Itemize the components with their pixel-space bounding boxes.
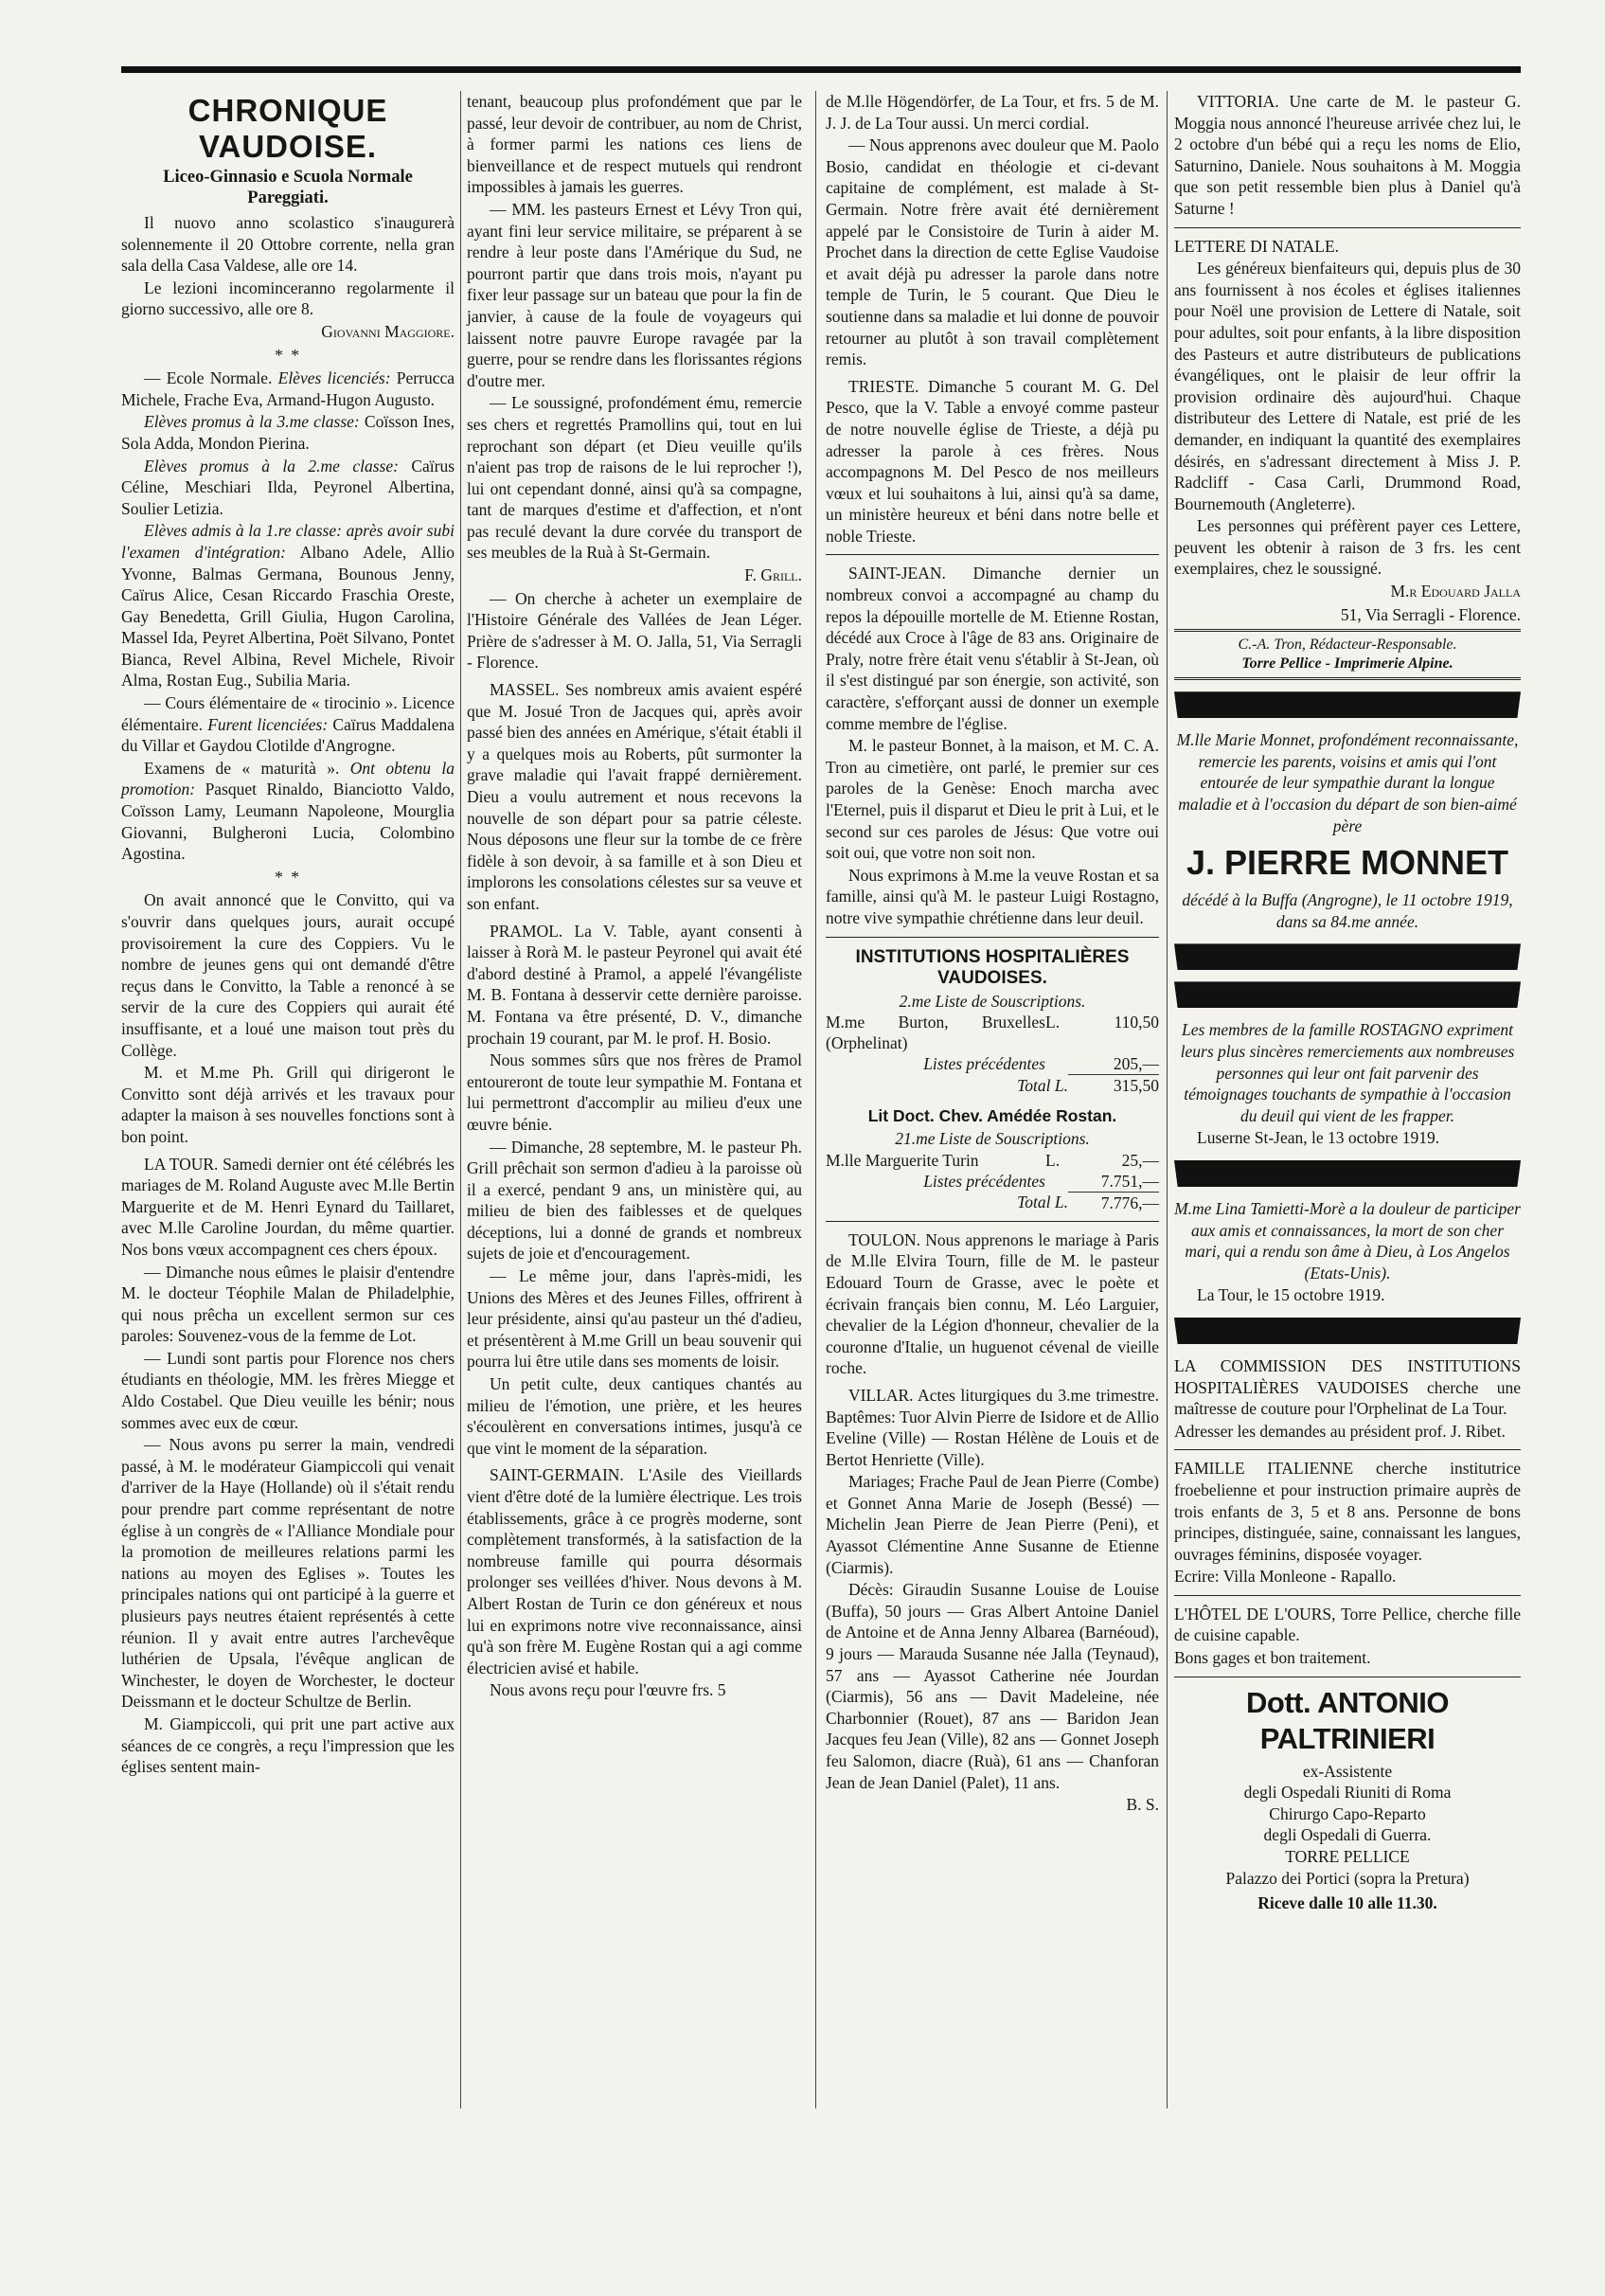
- paragraph: VITTORIA. Une carte de M. le pasteur G. Moggia nous annoncé l'heureuse arrivée chez lui, le 2 octobre d'un bébé qui a reçu les noms de Elio, Saturnino, Daniele. Nous souhaitons à M. Moggia que son petit ressemble bien plus à Daniel qu'à Saturne !: [1174, 92, 1521, 218]
- doctor-line: degli Ospedali Riuniti di Roma: [1243, 1783, 1452, 1803]
- paragraph: TRIESTE. Dimanche 5 courant M. G. Del Pesco, que la V. Table a envoyé comme pasteur de notre nouvelle église de Trieste, a déjà pu adresser la parole à ces frères. Nous accompagnons M. Del Pesco de nos meilleurs vœux et lui souhaitons à lui, ainsi qu'à sa dame, un ministère heureux et béni dans notre belle et noble Trieste.: [826, 376, 1159, 546]
- paragraph: — Dimanche, 28 septembre, M. le pasteur Ph. Grill prêchait son sermon d'adieu à la paroisse où il a exercé, pendant 9 ans, un ministère qui, au milieu de bien des faiblesses et de quelques déceptions, lui a donné de grands et nombreux sujets de joie et d'encouragement.: [467, 1137, 802, 1264]
- monnet-dates: décédé à la Buffa (Angrogne), le 11 octobre 1919, dans sa 84.me année.: [1182, 890, 1513, 931]
- paragraph: [121, 411, 455, 454]
- table-row: [826, 1012, 1159, 1053]
- paragraph: SAINT-JEAN. Dimanche dernier un nombreux convoi a accompagné au champ du repos la dépouille mortelle de M. Etienne Rostan, décédé aux Croce à l'âge de 83 ans. Originaire de Praly, notre frère était venu s'établir à St-Jean, où il s'est distingué par son énergie, son activité, son caractère, s'efforçant aussi de donner un exemple comme membre de l'église.: [826, 564, 1159, 733]
- doctor-name: Dott. ANTONIO PALTRINIERI: [1246, 1685, 1449, 1755]
- paragraph: — On cherche à acheter un exemplaire de l'Histoire Générale des Vallées de Jean Léger. Prière de s'adresser à M. O. Jalla, 51, Via Serragli - Florence.: [467, 588, 802, 673]
- paragraph: Mariages; Frache Paul de Jean Pierre (Combe) et Gonnet Anna Marie de Joseph (Bessé) — Michelin Jean Pierre de Jean Pierre (Peni), et Ayassot Clémentine Anne Susanne de Etienne (Ciarmis).: [826, 1472, 1159, 1577]
- place-date: Luserne St-Jean, le 13 octobre 1919.: [1197, 1128, 1440, 1148]
- paragraph: Les généreux bienfaiteurs qui, depuis plus de 30 ans fournissent à nos écoles et églises italiennes pour Noël une provision de Lettere di Natale, soit pour adultes, soit pour enfants, à la libre disposition des Pasteurs et autre distributeurs de publications évangéliques, ont le plaisir de leur offrir la provision ordinaire dès aujourd'hui. Chaque distributeur des Lettere di Natale, est prié de les demander, en indiquant la quantité des exemplaires désirés, en s'adressant directement à Miss J. P. Radcliff - Casa Carli, Drummond Road, Bournemouth (Angleterre).: [1174, 259, 1521, 513]
- institutions-subheading: 2.me Liste de Souscriptions.: [899, 991, 1086, 1011]
- paragraph: Les personnes qui préfèrent payer ces Lettere, peuvent les obtenir à raison de 3 frs. les cent exemplaires, chez le soussigné.: [1174, 516, 1521, 579]
- promus3-label: Elèves promus à la 3.me classe:: [144, 412, 360, 432]
- doctor-line: degli Ospedali di Guerra.: [1263, 1825, 1432, 1845]
- lettere-heading: LETTERE DI NATALE.: [1174, 236, 1340, 256]
- maturita-label: Examens de « maturità ».: [144, 758, 340, 778]
- total-label: Total L.: [1017, 1075, 1068, 1095]
- rostagno-notice: Les membres de la famille ROSTAGNO expriment leurs plus sincères remerciements aux nombreuses personnes qui leur ont fait parvenir des témoignages touchants de sympathie à l'occasion du deuil qui vient de les frapper.: [1180, 1020, 1515, 1125]
- divider: [1174, 1595, 1521, 1596]
- ecole-sub: Elèves licenciés:: [277, 368, 391, 388]
- promus3-names: Coïsson Ines, Sola Adda, Mondon Pierina.: [121, 412, 455, 453]
- paragraph: Nous avons reçu pour l'œuvre frs. 5: [490, 1680, 726, 1700]
- ecole-names: Perrucca Michele, Frache Eva, Armand-Hugon Augusto.: [121, 368, 455, 409]
- paragraph: Nous exprimons à M.me la veuve Rostan et sa famille, ainsi qu'à M. le pasteur Luigi Rostagno, notre vive sympathie chrétienne dans leur deuil.: [826, 865, 1159, 927]
- institutions-table: [826, 1012, 1159, 1096]
- paragraph: LA TOUR. Samedi dernier ont été célébrés les mariages de M. Roland Auguste avec M.lle Bertin Marguerite et de M. Henri Eynard du Taillaret, avec M.lle Caroline Jourdan, du même quartier. Nos bons vœux accompagnent ces chers époux.: [121, 1154, 455, 1259]
- admis-label: Elèves admis à la 1.re classe: après avoir subi l'examen d'intégration:: [121, 521, 455, 562]
- divider: [1174, 227, 1521, 228]
- total-amount: 315,50: [1068, 1075, 1159, 1097]
- separator-stars: * *: [275, 867, 301, 887]
- currency: L.: [1045, 1150, 1061, 1170]
- paragraph: M. Giampiccoli, qui prit une part active aux séances de ce congrès, a reçu l'impression que les églises sentent main-: [121, 1713, 455, 1777]
- paragraph: de M.lle Högendörfer, de La Tour, et frs. 5 de M. J. J. de La Tour aussi. Un merci cordial.: [826, 92, 1159, 133]
- row-label: Listes précédentes: [923, 1054, 1045, 1074]
- commission-contact: Adresser les demandes au président prof. J. Ribet.: [1174, 1421, 1506, 1441]
- promus2-names: Caïrus Céline, Meschiari Ilda, Peyronel Albertina, Soulier Letizia.: [121, 456, 455, 518]
- column-4: [1174, 91, 1521, 1914]
- liceo-heading: Liceo-Ginnasio e Scuola Normale Pareggiati.: [163, 168, 413, 207]
- paragraph: PRAMOL. La V. Table, ayant consenti à laisser à Rorà M. le pasteur Peyronel qui avait été d'abord destiné à Pramol, a appelé l'évangéliste M. B. Fontana à desservir cette dernière paroisse. M. Fontana va être présenté, D. V., dimanche prochain 19 courant, par M. le prof. H. Bosio.: [467, 921, 802, 1048]
- mourning-bar: [1174, 981, 1521, 1008]
- donor-name: M.lle Marguerite Turin: [826, 1150, 979, 1170]
- cours-sub: Furent licenciées:: [207, 714, 329, 734]
- paragraph: — Dimanche nous eûmes le plaisir d'entendre M. le docteur Téophile Malan de Philadelphie, qui nous prêcha un excellent sermon sur ces paroles: Souvenez-vous de la femme de Lot.: [121, 1262, 455, 1346]
- column-1: [121, 91, 455, 1779]
- hotel-ad: L'HÔTEL DE L'OURS, Torre Pellice, cherche fille de cuisine capable.: [1174, 1604, 1521, 1645]
- address: 51, Via Serragli - Florence.: [1340, 604, 1521, 624]
- top-rule: [121, 66, 1521, 73]
- amount: 205,—: [1113, 1054, 1159, 1074]
- cours-names: Caïrus Maddalena du Villar et Gaydou Clotilde d'Angrogne.: [121, 714, 455, 756]
- hotel-ad-2: Bons gages et bon traitement.: [1174, 1648, 1371, 1668]
- doctor-hours: Riceve dalle 10 alle 11.30.: [1257, 1893, 1437, 1913]
- row-label: Listes précédentes: [923, 1171, 1045, 1191]
- table-row: [826, 1192, 1159, 1213]
- ecole-label: — Ecole Normale.: [144, 368, 273, 388]
- paragraph: — Le même jour, dans l'après-midi, les Unions des Mères et des Jeunes Filles, offrirent à leur présidente, ainsi qu'au pasteur un thé d'adieu, et présentèrent à M.me Grill un beau souvenir qui pourra lui être utile dans ses moments de loisir.: [467, 1266, 802, 1372]
- paragraph: — Lundi sont partis pour Florence nos chers étudiants en théologie, MM. les frères Miegge et Aldo Costabel. Que Dieu veuille les bénir; nous sommes avec eux de cœur.: [121, 1348, 455, 1432]
- paragraph: — Nous avons pu serrer la main, vendredi passé, à M. le modérateur Giampiccoli qui venait d'arriver de la Haye (Hollande) où il s'était rendu pour prendre part comme représentant de notre église à un congrès de « l'Alliance Mondiale pour la promotion de meilleures relations parmi les nations au moyen des Eglises ». Toutes les principales nations qui ont participé à la guerre et plusieurs pays neutres étaient représentés à cette réunion. Il y avait entre autres l'archevêque luthérien de Upsala, l'évêque anglican de Winchester, le doyen de Worchester, le docteur Deissmann et le docteur Schultze de Berlin.: [121, 1435, 455, 1712]
- mourning-bar: [1174, 943, 1521, 970]
- paragraph: [121, 520, 455, 691]
- divider: [1174, 629, 1521, 632]
- paragraph: [121, 368, 455, 410]
- institutions-heading: INSTITUTIONS HOSPITALIÈRES VAUDOISES.: [855, 946, 1130, 988]
- mourning-bar: [1174, 1318, 1521, 1344]
- paragraph: Le lezioni incominceranno regolarmente il giorno successivo, alle ore 8.: [121, 278, 455, 319]
- paragraph: Nous sommes sûrs que nos frères de Pramol entoureront de toute leur sympathie M. Fontana et lui permettront d'accomplir au milieu d'eux une œuvre bénie.: [467, 1050, 802, 1134]
- amount: 7.751,—: [1100, 1171, 1159, 1191]
- amount: 25,—: [1121, 1150, 1159, 1170]
- promus2-label: Elèves promus à la 2.me classe:: [144, 456, 399, 475]
- paragraph: Il nuovo anno scolastico s'inaugurerà solennemente il 20 Ottobre corrente, nella gran sala della Casa Valdese, alle ore 14.: [121, 213, 455, 276]
- column-rule: [460, 91, 461, 2108]
- lit-subheading: 21.me Liste de Souscriptions.: [895, 1129, 1090, 1149]
- monnet-name: J. PIERRE MONNET: [1186, 843, 1509, 883]
- paragraph: M. le pasteur Bonnet, à la maison, et M. C. A. Tron au cimetière, ont parlé, le premier sur ces paroles de la Genèse: Enoch marcha avec l'Eternel, puis il disparut et Dieu le prit à Lui, et le second sur ces paroles de Jésus: Que votre oui soit oui, que votre non soit non.: [826, 736, 1159, 863]
- tamietti-notice: M.me Lina Tamietti-Morè a la douleur de participer aux amis et connaissances, la mort de son cher mari, qui a rendu son âme à Dieu, à Los Angelos (Etats-Unis).: [1174, 1198, 1521, 1283]
- printer-line: Torre Pellice - Imprimerie Alpine.: [1241, 655, 1453, 673]
- total-label: Total L.: [1017, 1193, 1068, 1212]
- table-row: [826, 1075, 1159, 1097]
- paragraph: [121, 692, 455, 757]
- mourning-bar: [1174, 691, 1521, 718]
- editor-line: C.-A. Tron, Rédacteur-Responsable.: [1238, 637, 1457, 654]
- divider: [826, 1221, 1159, 1222]
- table-row: [826, 1053, 1159, 1075]
- amount: 110,50: [1114, 1013, 1159, 1032]
- total-amount: 7.776,—: [1068, 1192, 1159, 1213]
- paragraph: Décès: Giraudin Susanne Louise de Louise (Buffa), 50 jours — Gras Albert Antoine Daniel de Antoine et de Anna Jenny Albarea (Barnéoud), 9 jours — Marauda Susanne née Jalla (Teynaud), 57 ans — Ayassot Catherine née Jourdan (Ciarmis), 56 ans — Davit Madeleine, née Charbonnier (Rouet), 87 ans — Baridon Jean Jacques feu Jean (Ville), 82 ans — Gonnet Joseph feu Salomon, diacre (Ruà), 61 ans — Chanforan Jean de Jean Daniel (Palet), 11 ans.: [826, 1580, 1159, 1792]
- doctor-line: ex-Assistente: [1302, 1761, 1393, 1781]
- paragraph: — MM. les pasteurs Ernest et Lévy Tron qui, ayant fini leur service militaire, se préparent à se rendre à leur poste dans l'Amérique du Sud, ne pourront partir que dans trois mois, n'ayant pu fixer leur passage sur un bateau que pour la fin de janvier, à cause de la foule de voyageurs qui laissent notre pauvre Europe ravagée par la guerre, pour se rendre dans les florissantes régions d'outre mer.: [467, 199, 802, 390]
- column-3: [826, 91, 1159, 1818]
- lit-heading: Lit Doct. Chev. Amédée Rostan.: [867, 1106, 1117, 1126]
- divider: [826, 937, 1159, 938]
- paragraph: Un petit culte, deux cantiques chantés au milieu de l'émotion, une prière, et les heures s'écoulèrent en conversations intimes, jusqu'à ce que vint le moment de la séparation.: [467, 1374, 802, 1458]
- doctor-line: TORRE PELLICE: [1285, 1847, 1410, 1867]
- maturita-sub: Ont obtenu la promotion:: [121, 758, 455, 799]
- doctor-line: Palazzo dei Portici (sopra la Pretura): [1225, 1868, 1470, 1888]
- paragraph: tenant, beaucoup plus profondément que par le passé, leur devoir de contribuer, au nom de Christ, à former parmi les nations ces liens de bienveillance et de respect mutuels qui rendront impossibles à jamais les guerres.: [467, 92, 802, 197]
- divider: [826, 554, 1159, 555]
- signature: F. Grill.: [744, 565, 802, 585]
- famille-contact: Ecrire: Villa Monleone - Rapallo.: [1174, 1567, 1397, 1587]
- paragraph: [121, 456, 455, 520]
- signature: B. S.: [1126, 1795, 1159, 1815]
- signature: M.r Edouard Jalla: [1390, 582, 1521, 601]
- paragraph: — Nous apprenons avec douleur que M. Paolo Bosio, candidat en théologie et ci-devant capitaine de complément, est malade à St-Germain. Notre frère avait été dernièrement appelé par le Consistoire de Turin à aider M. Prochet dans la direction de cette Eglise Vaudoise et avait déjà pu adresser la parole dans notre temple de Turin, le 5 courant. Que Dieu le soutienne dans sa maladie et lui donne de pouvoir retourner au plutôt à son travail complètement remis.: [826, 135, 1159, 369]
- column-2: [467, 91, 802, 1702]
- admis-names: Albano Adele, Allio Yvonne, Balmas Germana, Bounous Jenny, Caïrus Alice, Cesan Riccardo Fraschia Oreste, Gay Benedetta, Grill Giulia, Hugon Carolina, Massel Ida, Peyret Albertina, Poët Silvano, Pontet Bianca, Revel Albina, Revel Michele, Rivoir Alma, Rostan Eug., Subilia Maria.: [121, 542, 455, 691]
- lit-table: [826, 1150, 1159, 1213]
- masthead: CHRONIQUE VAUDOISE.: [187, 93, 388, 164]
- divider: [1174, 1449, 1521, 1450]
- famille-ad: FAMILLE ITALIENNE cherche institutrice froebelienne et pour instruction primaire auprès de trois enfants de 3, 5 et 8 ans. Personne de bons principes, distinguée, saine, connaissant les langues, ouvrages féminins, disposée voyager.: [1174, 1459, 1521, 1564]
- maturita-names: Pasquet Rinaldo, Bianciotto Valdo, Coïsson Lamy, Leumann Napoleone, Mourglia Giovanni, Bulgheroni Lucia, Colombino Agostina.: [121, 780, 455, 864]
- paragraph: M. et M.me Ph. Grill qui dirigeront le Convitto sont déjà arrivés et les travaux pour adapter la maison à ses nouvelles fonctions sont à bon point.: [121, 1063, 455, 1146]
- divider: [1174, 677, 1521, 680]
- paragraph: On avait annoncé que le Convitto, qui va s'ouvrir dans quelques jours, aurait occupé provisoirement la cure des Coppiers. Vu le nombre de jeunes gens qui ont demandé d'être reçus dans le Convitto, la Table a renoncé à se servir de la cure des Coppiers qui aurait été insuffisante, et a loué une maison tout près du Collège.: [121, 890, 455, 1060]
- paragraph: [121, 758, 455, 865]
- signature: Giovanni Maggiore.: [321, 321, 455, 341]
- monnet-notice: M.lle Marie Monnet, profondément reconnaissante, remercie les parents, voisins et amis qui l'ont entourée de leur sympathie durant la longue maladie et à l'occasion du départ de son bien-aimé père: [1176, 730, 1519, 835]
- paragraph: — Le soussigné, profondément ému, remercie ses chers et regrettés Pramollins qui, tout en lui reprochant son départ (et Dieu veuille qu'ils n'aient pas trop de raisons de le lui reprocher !), lui ont cependant donné, ainsi qu'à sa compagne, tant de marques d'estime et d'affection, et n'ont pas reculé devant la dure corvée du transport de ses meubles de la Ruà à St-Germain.: [467, 393, 802, 563]
- table-row: [826, 1171, 1159, 1193]
- column-rule: [1167, 91, 1168, 2108]
- paragraph: SAINT-GERMAIN. L'Asile des Vieillards vient d'être doté de la lumière électrique. Les trois établissements, grâce à ce progrès moderne, sont complètement transformés, à la satisfaction de la nombreuse famille qui pourra désormais prolonger ses veillées d'hiver. Nous devons à M. Albert Rostan de Turin ce don généreux et nous lui en exprimons notre vive reconnaissance, ainsi qu'à son frère M. Eugène Rostan qui a agi comme électricien avisé et habile.: [467, 1465, 802, 1677]
- mourning-bar: [1174, 1160, 1521, 1187]
- paragraph: VILLAR. Actes liturgiques du 3.me trimestre. Baptêmes: Tuor Alvin Pierre de Isidore et de Allio Eveline (Ville) — Rostan Hélène de Louis et de Bertot Henriette (Ville).: [826, 1385, 1159, 1469]
- doctor-line: Chirurgo Capo-Reparto: [1269, 1803, 1426, 1823]
- paragraph: MASSEL. Ses nombreux amis avaient espéré que M. Josué Tron de Jacques qui, après avoir passé bien des années en Amérique, s'était établi il y a quelques mois au Roberts, pût surmonter la grave maladie qui l'avait frappé dernièrement. Dieu a voulu autrement et nous recevons la nouvelle de son départ pour sa patrie céleste. Nous déposons une fleur sur la tombe de ce frère fidèle à son devoir, à sa famille et à son Dieu et implorons les consolations célestes sur sa veuve et son enfant.: [467, 680, 802, 913]
- commission-ad: LA COMMISSION DES INSTITUTIONS HOSPITALIÈRES VAUDOISES cherche une maîtresse de couture pour l'Orphelinat de La Tour.: [1174, 1355, 1521, 1419]
- cours-label: — Cours élémentaire de « tirocinio ». Licence élémentaire.: [121, 693, 455, 734]
- paragraph: TOULON. Nous apprenons le mariage à Paris de M.lle Elvira Tourn, fille de M. le pasteur Edouard Tourn de Grasse, avec le poète et écrivain français bien connu, M. Léo Larguier, chevalier de la Légion d'honneur, chevalier de la couronne d'Italie, un huguenot cévenal de vieille roche.: [826, 1229, 1159, 1378]
- table-row: [826, 1150, 1159, 1171]
- place-date: La Tour, le 15 octobre 1919.: [1197, 1285, 1385, 1305]
- column-rule: [815, 91, 816, 2108]
- donor-name: M.me Burton, Bruxelles (Orphelinat): [826, 1013, 1045, 1053]
- currency: L.: [1045, 1013, 1061, 1032]
- separator-stars: * *: [275, 345, 301, 365]
